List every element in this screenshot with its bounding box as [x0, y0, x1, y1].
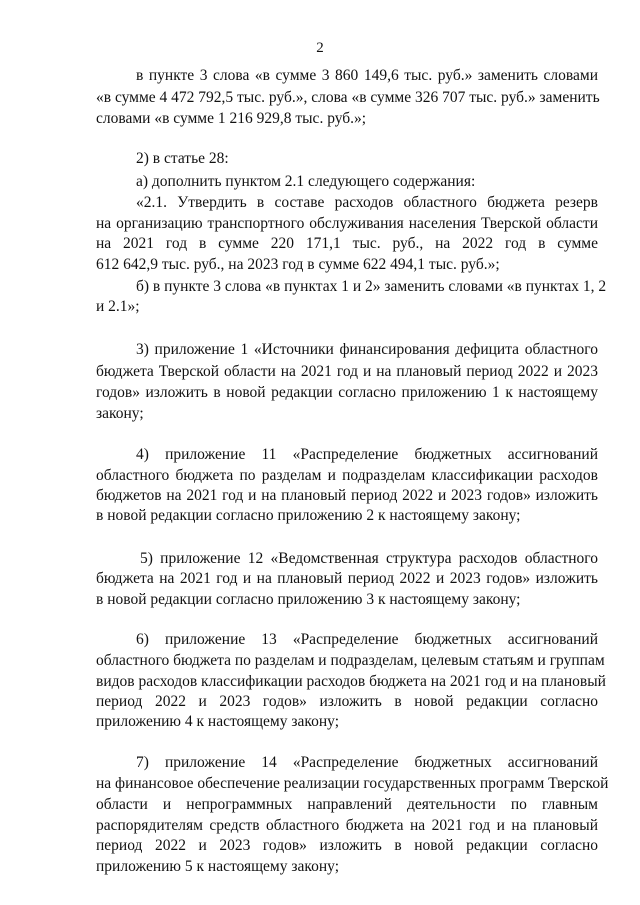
item-2a-line: а) дополнить пунктом 2.1 следующего содержания:	[136, 173, 476, 190]
item-6-line-2: областного бюджета по разделам и подразделам, целевым статьям и группам	[96, 652, 605, 669]
item-5-line-3: в новой редакции согласно приложению 3 к настоящему закону;	[96, 591, 521, 608]
item-4-line-2: областного бюджета по разделам и подразделам классификации расходов	[96, 467, 598, 484]
item-7-line-1: 7) приложение 14 «Распределение бюджетных ассигнований	[136, 754, 598, 771]
item-2b-line-2: и 2.1»;	[96, 298, 140, 315]
item-6-line-1: 6) приложение 13 «Распределение бюджетных ассигнований	[136, 631, 598, 648]
page-number: 2	[316, 40, 324, 56]
item-6-line-3: видов расходов классификации расходов бюджета на 2021 год и на плановый	[96, 673, 606, 690]
clause-2-1-line-1: «2.1. Утвердить в составе расходов областного бюджета резерв	[136, 194, 598, 211]
item-5-line-1: 5) приложение 12 «Ведомственная структура расходов областного	[140, 550, 598, 567]
item-6-line-4: период 2022 и 2023 годов» изложить в новой редакции согласно	[96, 693, 598, 710]
item-7-line-5: период 2022 и 2023 годов» изложить в новой редакции согласно	[96, 837, 598, 854]
item-3-line-2: бюджета Тверской области на 2021 год и на плановый период 2022 и 2023	[96, 363, 598, 380]
paragraph-1-line-3: словами «в сумме 1 216 929,8 тыс. руб.»;	[96, 110, 367, 127]
clause-2-1-line-4: 612 642,9 тыс. руб., на 2023 год в сумме 622 494,1 тыс. руб.»;	[96, 256, 500, 273]
item-6-line-5: приложению 4 к настоящему закону;	[96, 713, 339, 730]
item-3-line-3: годов» изложить в новой редакции согласно приложению 1 к настоящему	[96, 384, 598, 401]
item-3-line-4: закону;	[96, 405, 144, 422]
item-7-line-3: области и непрограммных направлений деятельности по главным	[96, 796, 598, 813]
item-3-line-1: 3) приложение 1 «Источники финансирования дефицита областного	[136, 341, 598, 358]
item-4-line-1: 4) приложение 11 «Распределение бюджетных ассигнований	[136, 446, 598, 463]
item-7-line-2: на финансовое обеспечение реализации государственных программ Тверской	[96, 775, 609, 792]
clause-2-1-line-2: на организацию транспортного обслуживания населения Тверской области	[96, 215, 598, 232]
paragraph-1-line-1: в пункте 3 слова «в сумме 3 860 149,6 тыс. руб.» заменить словами	[136, 67, 598, 84]
paragraph-1-line-2: «в сумме 4 472 792,5 тыс. руб.», слова «в сумме 326 707 тыс. руб.» заменить	[96, 89, 600, 106]
item-7-line-4: распорядителям средств областного бюджета на 2021 год и на плановый	[96, 817, 598, 834]
item-4-line-4: в новой редакции согласно приложению 2 к настоящему закону;	[96, 507, 521, 524]
clause-2-1-line-3: на 2021 год в сумме 220 171,1 тыс. руб., на 2022 год в сумме	[96, 235, 598, 252]
item-4-line-3: бюджетов на 2021 год и на плановый период 2022 и 2023 годов» изложить	[96, 487, 598, 504]
item-2b-line-1: б) в пункте 3 слова «в пунктах 1 и 2» заменить словами «в пунктах 1, 2	[136, 278, 607, 295]
item-5-line-2: бюджета на 2021 год и на плановый период 2022 и 2023 годов» изложить	[96, 570, 598, 587]
item-2-heading: 2) в статье 28:	[136, 150, 229, 167]
item-7-line-6: приложению 5 к настоящему закону;	[96, 858, 339, 875]
